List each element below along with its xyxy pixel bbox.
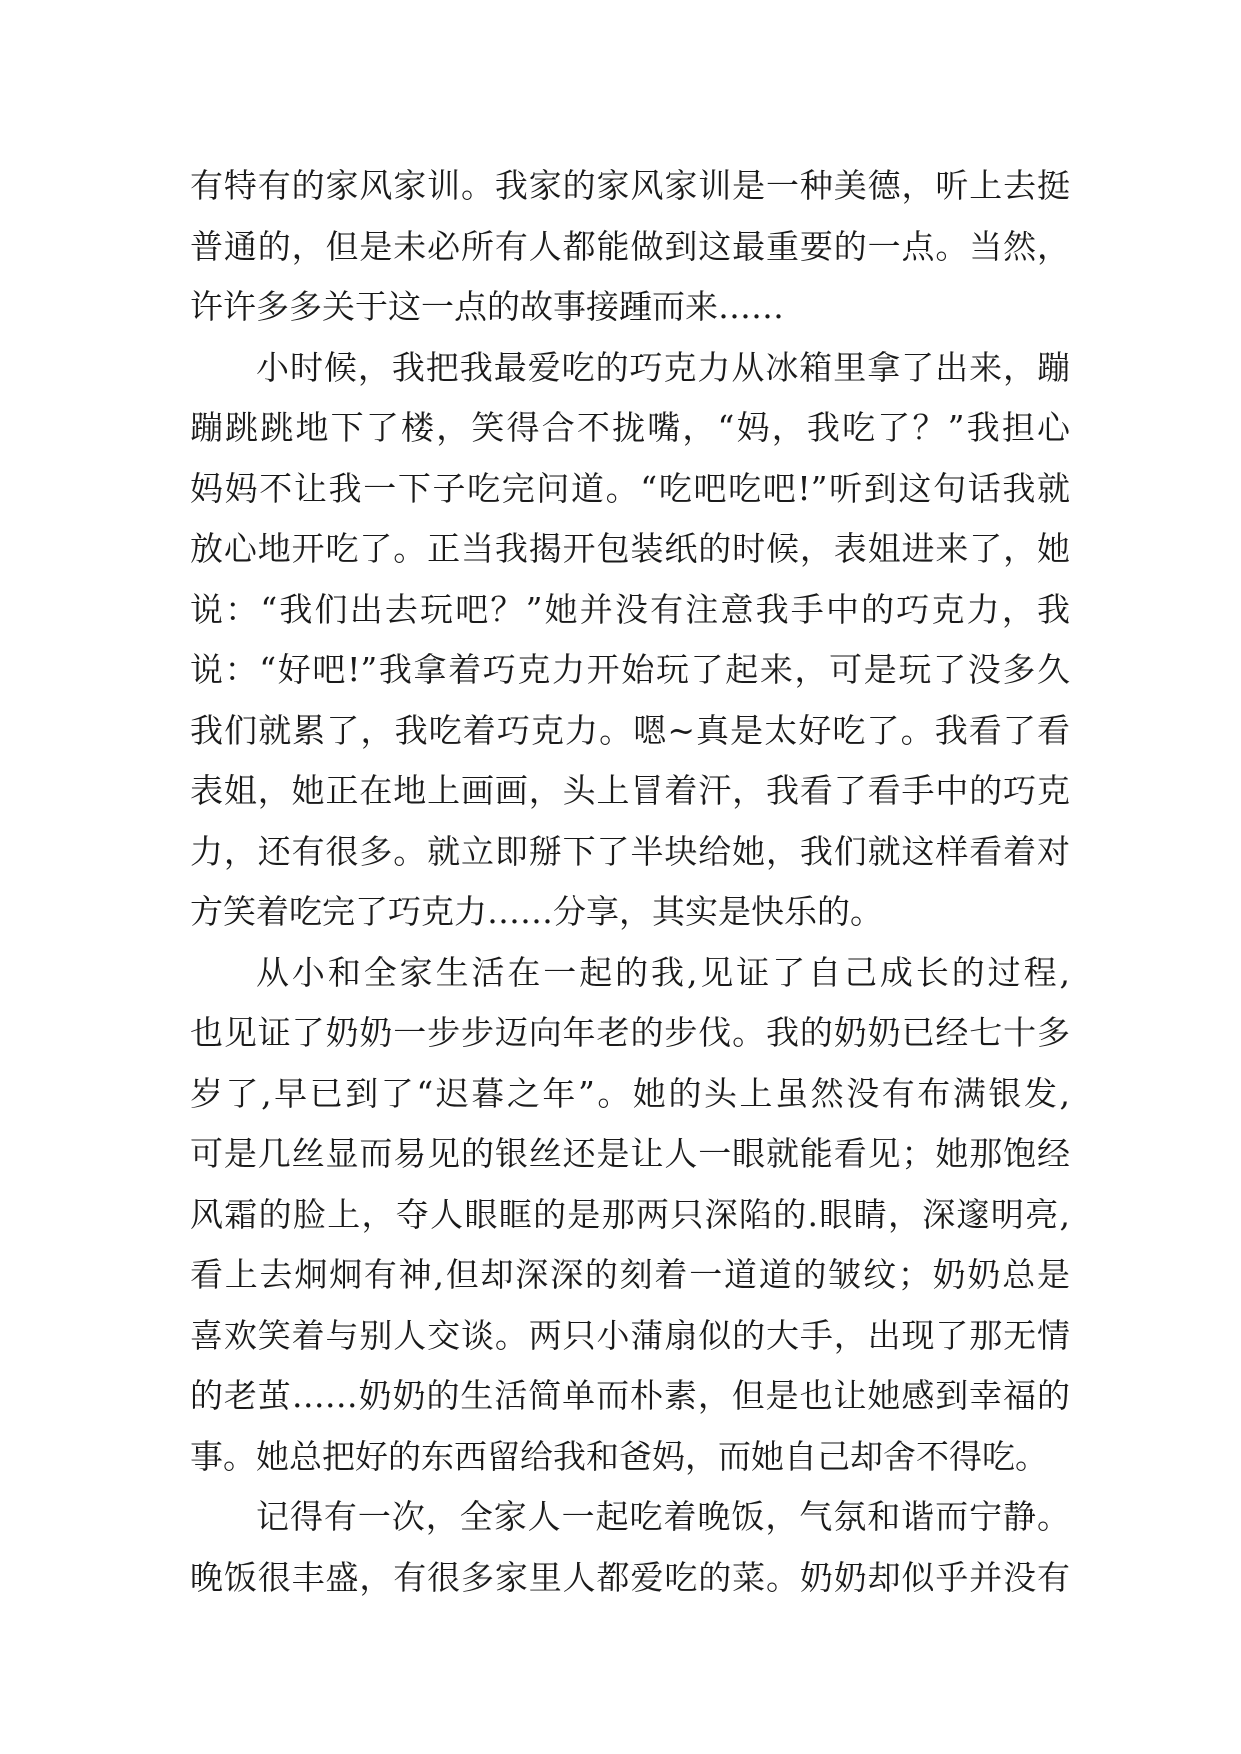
text-line: 我们就累了，我吃着巧克力。嗯~真是太好吃了。我看了看 [190,710,1070,750]
text-line: 的老茧……奶奶的生活简单而朴素，但是也让她感到幸福的 [190,1376,1070,1415]
text-line: 普通的，但是未必所有人都能做到这最重要的一点。当然， [190,226,1070,266]
text-line: 蹦跳跳地下了楼，笑得合不拢嘴，“妈，我吃了？”我担心 [190,408,1070,447]
text-line: 记得有一次，全家人一起吃着晚饭，气氛和谐而宁静。 [256,1497,1070,1536]
text-line: 妈妈不让我一下子吃完问道。“吃吧吃吧!”听到这句话我就 [190,468,1070,508]
body-text [190,156,1070,1608]
text-line: 有特有的家风家训。我家的家风家训是一种美德，听上去挺 [190,166,1070,205]
text-line: 风霜的脸上，夺人眼眶的是那两只深陷的.眼睛，深邃明亮, [190,1194,1070,1234]
text-line: 方笑着吃完了巧克力……分享，其实是快乐的。 [190,892,883,931]
text-line: 说：“我们出去玩吧？”她并没有注意我手中的巧克力，我 [190,589,1070,629]
text-line: 岁了,早已到了“迟暮之年”。她的头上虽然没有布满银发, [190,1073,1070,1113]
text-line: 说：“好吧!”我拿着巧克力开始玩了起来，可是玩了没多久 [190,650,1070,689]
text-line: 许许多多关于这一点的故事接踵而来…… [190,287,784,326]
text-line: 看上去炯炯有神,但却深深的刻着一道道的皱纹；奶奶总是 [190,1255,1070,1294]
text-line: 小时候，我把我最爱吃的巧克力从冰箱里拿了出来，蹦 [256,347,1070,387]
text-line: 可是几丝显而易见的银丝还是让人一眼就能看见；她那饱经 [190,1134,1070,1173]
text-line: 晚饭很丰盛，有很多家里人都爱吃的菜。奶奶却似乎并没有 [190,1557,1070,1597]
text-line: 也见证了奶奶一步步迈向年老的步伐。我的奶奶已经七十多 [190,1013,1070,1052]
text-line: 喜欢笑着与别人交谈。两只小蒲扇似的大手，出现了那无情 [190,1315,1070,1355]
text-line: 力，还有很多。就立即掰下了半块给她，我们就这样看着对 [190,831,1070,871]
text-line: 事。她总把好的东西留给我和爸妈，而她自己却舍不得吃。 [190,1436,1048,1476]
text-line: 放心地开吃了。正当我揭开包装纸的时候，表姐进来了，她 [190,529,1070,568]
text-line: 表姐，她正在地上画画，头上冒着汗，我看了看手中的巧克 [190,771,1070,810]
text-line: 从小和全家生活在一起的我,见证了自己成长的过程, [256,952,1070,992]
